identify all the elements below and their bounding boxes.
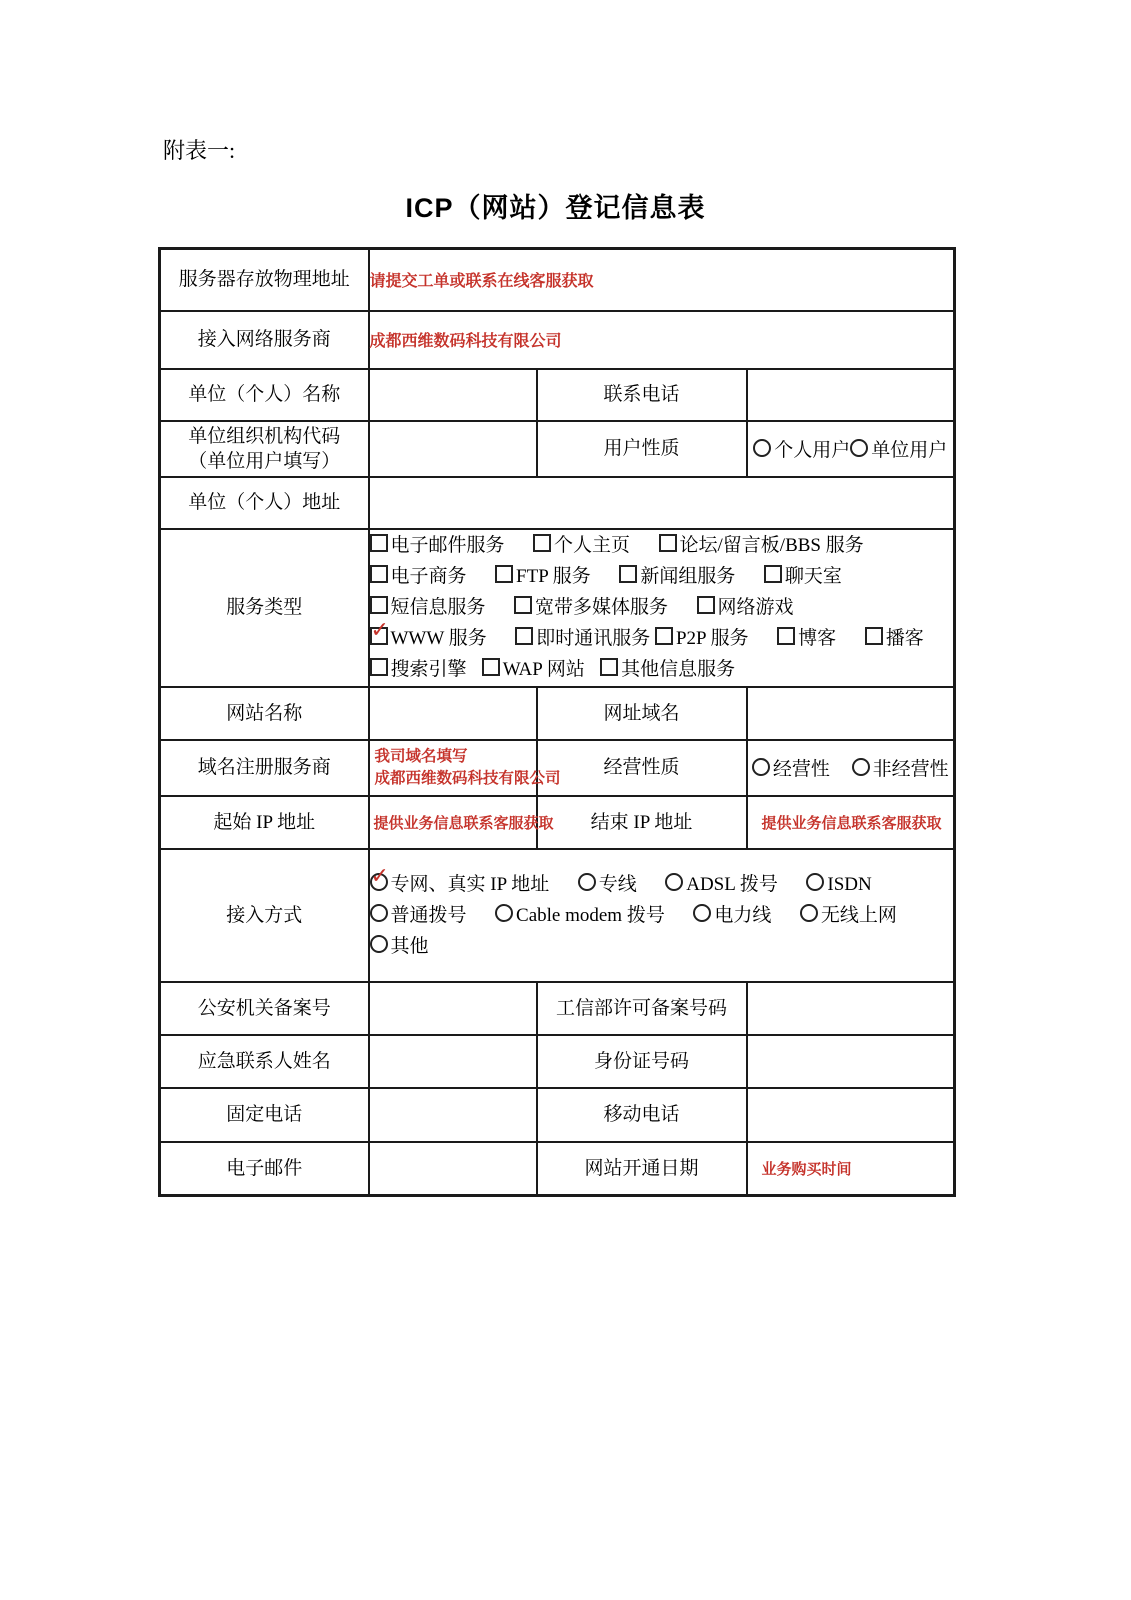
access-dialup[interactable] bbox=[370, 900, 467, 931]
server-address-annotation: 请提交工单或联系在线客服获取 bbox=[369, 273, 594, 291]
option-label: 网络游戏 bbox=[717, 597, 794, 618]
end-ip-label: 结束 IP 地址 bbox=[537, 796, 747, 849]
service-www[interactable] bbox=[370, 618, 487, 654]
domain-registrar-label: 域名注册服务商 bbox=[160, 740, 369, 796]
contact-phone-label: 联系电话 bbox=[537, 369, 747, 421]
emergency-contact-label: 应急联系人姓名 bbox=[160, 1035, 369, 1088]
checkbox-icon bbox=[370, 658, 388, 676]
checkbox-icon bbox=[370, 596, 388, 614]
org-code-label-line1: 单位组织机构代码 bbox=[188, 425, 341, 447]
option-label: 专网、真实 IP 地址 bbox=[390, 873, 550, 895]
option-label: P2P 服务 bbox=[675, 628, 749, 649]
user-type-options bbox=[747, 421, 955, 477]
checkbox-icon bbox=[777, 627, 795, 645]
org-name-label: 单位（个人）名称 bbox=[160, 369, 369, 421]
radio-icon bbox=[495, 904, 513, 922]
checkbox-icon bbox=[764, 565, 782, 583]
business-nature-options bbox=[747, 740, 955, 796]
server-address-label: 服务器存放物理地址 bbox=[160, 249, 369, 311]
row-access-method bbox=[160, 849, 955, 982]
access-method-options bbox=[369, 849, 955, 982]
option-label: 博客 bbox=[798, 628, 837, 649]
site-domain-input[interactable] bbox=[747, 687, 955, 740]
radio-icon bbox=[752, 758, 770, 776]
option-label: 非经营性 bbox=[872, 759, 949, 780]
service-ecommerce[interactable] bbox=[370, 561, 467, 592]
checkbox-icon bbox=[600, 658, 618, 676]
fixed-phone-label: 固定电话 bbox=[160, 1088, 369, 1142]
radio-icon bbox=[800, 904, 818, 922]
radio-icon bbox=[806, 873, 824, 891]
email-label: 电子邮件 bbox=[160, 1142, 369, 1196]
option-label: 播客 bbox=[885, 628, 924, 649]
row-org-name bbox=[160, 369, 955, 421]
option-label: 电子商务 bbox=[390, 566, 467, 587]
org-address-input[interactable] bbox=[369, 477, 955, 529]
radio-icon bbox=[753, 439, 771, 457]
row-service-type bbox=[160, 529, 955, 687]
service-ftp[interactable] bbox=[495, 561, 591, 592]
option-label: ADSL 拨号 bbox=[686, 873, 778, 895]
checkbox-icon bbox=[515, 627, 533, 645]
option-label: 单位用户 bbox=[871, 440, 948, 461]
option-label: 短信息服务 bbox=[390, 597, 486, 618]
site-open-date-annotation: 业务购买时间 bbox=[761, 1161, 852, 1178]
start-ip-label: 起始 IP 地址 bbox=[160, 796, 369, 849]
row-ip-range bbox=[160, 796, 955, 849]
end-ip-annotation: 提供业务信息联系客服获取 bbox=[761, 815, 942, 832]
org-name-input[interactable] bbox=[369, 369, 537, 421]
page-title: ICP（网站）登记信息表 bbox=[405, 193, 706, 223]
checkbox-icon bbox=[619, 565, 637, 583]
id-number-input[interactable] bbox=[747, 1035, 955, 1088]
access-method-line bbox=[370, 900, 954, 931]
checkbox-icon bbox=[482, 658, 500, 676]
option-label: 论坛/留言板/BBS 服务 bbox=[679, 535, 864, 556]
checkbox-icon bbox=[655, 627, 673, 645]
email-input[interactable] bbox=[369, 1142, 537, 1196]
start-ip-annotation: 提供业务信息联系客服获取 bbox=[373, 815, 554, 832]
radio-icon bbox=[693, 904, 711, 922]
service-type-line bbox=[370, 592, 954, 623]
mobile-phone-label: 移动电话 bbox=[537, 1088, 747, 1142]
service-wap[interactable] bbox=[482, 654, 585, 685]
option-label: 新闻组服务 bbox=[640, 566, 736, 587]
site-open-date-field[interactable] bbox=[747, 1142, 955, 1196]
access-leased-line[interactable] bbox=[578, 869, 637, 900]
server-address-field[interactable] bbox=[369, 249, 955, 311]
checkbox-icon bbox=[370, 534, 388, 552]
service-type-line bbox=[370, 530, 954, 561]
row-org-code bbox=[160, 421, 955, 477]
access-provider-field[interactable] bbox=[369, 311, 955, 369]
checkbox-icon bbox=[865, 627, 883, 645]
checkbox-icon bbox=[514, 596, 532, 614]
checkbox-icon bbox=[697, 596, 715, 614]
site-name-label: 网站名称 bbox=[160, 687, 369, 740]
access-isdn[interactable] bbox=[806, 869, 871, 900]
service-newsgroup[interactable] bbox=[619, 561, 735, 592]
service-blog[interactable] bbox=[777, 623, 836, 654]
option-label: 宽带多媒体服务 bbox=[535, 597, 669, 618]
police-record-input[interactable] bbox=[369, 982, 537, 1035]
radio-icon bbox=[665, 873, 683, 891]
access-provider-annotation: 成都西维数码科技有限公司 bbox=[369, 333, 562, 350]
option-label: FTP 服务 bbox=[516, 566, 591, 587]
radio-icon bbox=[578, 873, 596, 891]
site-domain-label: 网址域名 bbox=[537, 687, 747, 740]
checkbox-icon bbox=[659, 534, 677, 552]
option-label: 其他 bbox=[390, 935, 429, 957]
row-access-provider bbox=[160, 311, 955, 369]
checkbox-icon bbox=[370, 618, 389, 645]
option-label: ISDN bbox=[827, 873, 872, 895]
miit-license-label: 工信部许可备案号码 bbox=[537, 982, 747, 1035]
end-ip-field[interactable] bbox=[747, 796, 955, 849]
org-code-label bbox=[160, 421, 369, 477]
service-type-line bbox=[370, 618, 954, 654]
row-emergency-contact bbox=[160, 1035, 955, 1088]
row-server-address bbox=[160, 249, 955, 311]
domain-registrar-annotation-line2: 成都西维数码科技有限公司 bbox=[374, 769, 561, 787]
option-label: 个人用户 bbox=[774, 440, 851, 461]
checkbox-icon bbox=[370, 565, 388, 583]
service-p2p[interactable] bbox=[655, 623, 749, 654]
service-broadband-media[interactable] bbox=[514, 592, 668, 623]
service-type-options bbox=[369, 529, 955, 687]
service-type-line bbox=[370, 654, 954, 685]
option-label: 搜索引擎 bbox=[390, 659, 467, 680]
access-other[interactable] bbox=[370, 931, 429, 962]
service-online-game[interactable] bbox=[697, 592, 794, 623]
fixed-phone-input[interactable] bbox=[369, 1088, 537, 1142]
org-code-label-line2: （单位用户填写） bbox=[188, 450, 341, 472]
site-open-date-label: 网站开通日期 bbox=[537, 1142, 747, 1196]
row-site-name bbox=[160, 687, 955, 740]
id-number-label: 身份证号码 bbox=[537, 1035, 747, 1088]
option-label: WWW 服务 bbox=[390, 628, 487, 649]
service-other-info[interactable] bbox=[600, 654, 735, 685]
radio-icon bbox=[370, 863, 389, 891]
option-label: 专线 bbox=[598, 873, 637, 895]
option-label: 聊天室 bbox=[784, 566, 842, 587]
red-check-icon: ✓ bbox=[370, 618, 389, 643]
option-label: 经营性 bbox=[772, 759, 830, 780]
service-type-line bbox=[370, 561, 954, 592]
checkbox-icon bbox=[495, 565, 513, 583]
access-method-line bbox=[370, 931, 954, 962]
option-label: WAP 网站 bbox=[502, 659, 585, 680]
annex-label: 附表一: bbox=[163, 138, 236, 163]
miit-license-input[interactable] bbox=[747, 982, 955, 1035]
radio-icon bbox=[850, 439, 868, 457]
business-operational[interactable] bbox=[752, 754, 830, 781]
option-label: 无线上网 bbox=[820, 904, 897, 926]
domain-registrar-field[interactable] bbox=[369, 740, 561, 796]
mobile-phone-input[interactable] bbox=[747, 1088, 955, 1142]
service-type-label: 服务类型 bbox=[160, 529, 369, 687]
access-method-line bbox=[370, 863, 954, 900]
option-label: 其他信息服务 bbox=[621, 659, 736, 680]
emergency-contact-input[interactable] bbox=[369, 1035, 537, 1088]
row-phones bbox=[160, 1088, 955, 1142]
radio-icon bbox=[370, 935, 388, 953]
access-wireless[interactable] bbox=[800, 900, 897, 931]
access-private-network[interactable] bbox=[370, 863, 550, 900]
service-homepage[interactable] bbox=[533, 530, 630, 561]
access-provider-label: 接入网络服务商 bbox=[160, 311, 369, 369]
row-domain-registrar bbox=[160, 740, 955, 796]
service-chatroom[interactable] bbox=[764, 561, 842, 592]
row-email-opendate bbox=[160, 1142, 955, 1196]
option-label: 电子邮件服务 bbox=[390, 535, 505, 556]
start-ip-field[interactable] bbox=[369, 796, 554, 849]
service-im[interactable] bbox=[515, 623, 650, 654]
option-label: 电力线 bbox=[714, 904, 772, 926]
service-podcast[interactable] bbox=[865, 623, 924, 654]
row-org-address bbox=[160, 477, 955, 529]
access-method-label: 接入方式 bbox=[160, 849, 369, 982]
service-email[interactable] bbox=[370, 530, 505, 561]
service-search-engine[interactable] bbox=[370, 654, 467, 685]
org-code-input[interactable] bbox=[369, 421, 537, 477]
option-label: 个人主页 bbox=[554, 535, 631, 556]
access-powerline[interactable] bbox=[693, 900, 771, 931]
domain-registrar-annotation-line1: 我司域名填写 bbox=[374, 747, 468, 765]
checkbox-icon bbox=[533, 534, 551, 552]
option-label: 即时通讯服务 bbox=[536, 628, 651, 649]
service-bbs[interactable] bbox=[659, 530, 864, 561]
police-record-label: 公安机关备案号 bbox=[160, 982, 369, 1035]
radio-icon bbox=[852, 758, 870, 776]
user-type-org[interactable] bbox=[850, 435, 947, 462]
radio-icon bbox=[370, 904, 388, 922]
option-label: 普通拨号 bbox=[390, 904, 467, 926]
option-label: Cable modem 拨号 bbox=[516, 904, 665, 926]
business-nature-label: 经营性质 bbox=[537, 740, 747, 796]
icp-form-table bbox=[158, 247, 956, 1197]
row-police-record bbox=[160, 982, 955, 1035]
site-name-input[interactable] bbox=[369, 687, 537, 740]
user-type-label: 用户性质 bbox=[537, 421, 747, 477]
red-check-icon: ✓ bbox=[370, 863, 389, 889]
org-address-label: 单位（个人）地址 bbox=[160, 477, 369, 529]
contact-phone-input[interactable] bbox=[747, 369, 955, 421]
business-non-operational[interactable] bbox=[852, 754, 949, 781]
user-type-personal[interactable] bbox=[753, 435, 850, 462]
access-cable-modem[interactable] bbox=[495, 900, 665, 931]
access-adsl[interactable] bbox=[665, 869, 778, 900]
